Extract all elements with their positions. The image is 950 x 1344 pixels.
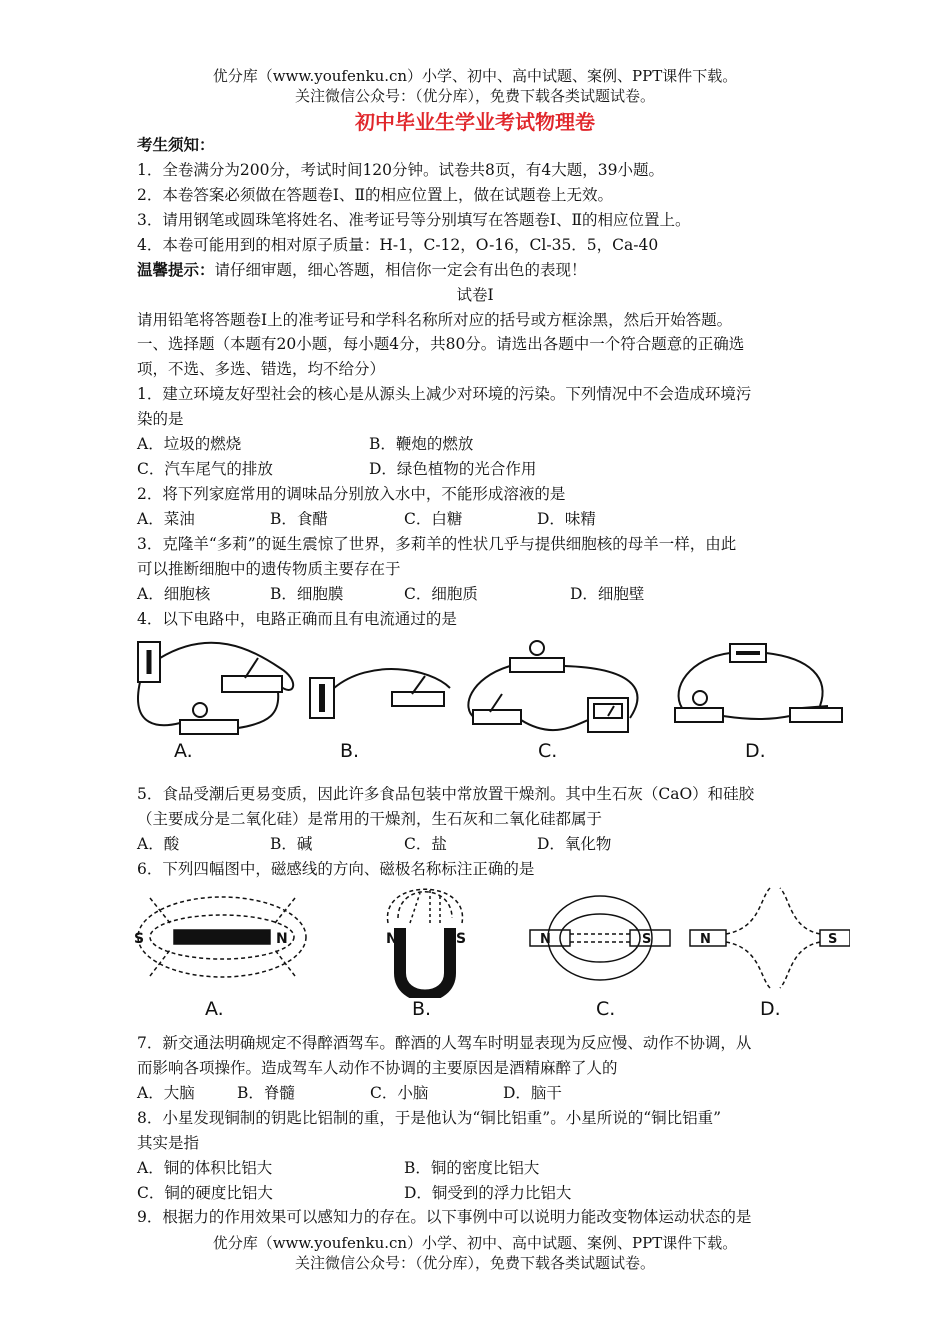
q3-option-a: A．细胞核 xyxy=(137,585,211,603)
q5-option-c: C．盐 xyxy=(404,835,447,853)
question-1-cont: 染的是 xyxy=(137,410,184,428)
q8-option-d: D．铜受到的浮力比铝大 xyxy=(404,1184,572,1202)
q6-caption-a: A. xyxy=(205,998,224,1020)
header-line-2: 关注微信公众号：（优分库），免费下载各类试题试卷。 xyxy=(294,87,655,105)
magnet-a xyxy=(134,897,306,977)
q4-caption-c: C. xyxy=(538,740,558,762)
question-4: 4．以下电路中，电路正确而且有电流通过的是 xyxy=(137,610,457,628)
section-instruction: 请用铅笔将答题卷Ⅰ上的准考证号和学科名称所对应的括号或方框涂黑，然后开始答题。 xyxy=(137,311,733,329)
q8-option-c: C．铜的硬度比铝大 xyxy=(137,1184,273,1202)
question-8-cont: 其实是指 xyxy=(137,1134,200,1152)
q2-option-d: D．味精 xyxy=(537,510,596,528)
q1-option-d: D．绿色植物的光合作用 xyxy=(369,460,537,478)
magnet-d-pole-s: S xyxy=(828,932,838,947)
q3-option-b: B．细胞膜 xyxy=(270,585,344,603)
question-3: 3．克隆羊“多莉”的诞生震惊了世界，多莉羊的性状几乎与提供细胞核的母羊一样，由此 xyxy=(137,535,737,553)
q4-caption-d: D. xyxy=(745,740,766,762)
q1-option-a: A．垃圾的燃烧 xyxy=(137,435,242,453)
q4-caption-b: B. xyxy=(340,740,360,762)
footer-line-2: 关注微信公众号：（优分库），免费下载各类试题试卷。 xyxy=(294,1254,655,1272)
page-title: 初中毕业生学业考试物理卷 xyxy=(355,110,595,134)
q2-option-b: B．食醋 xyxy=(270,510,328,528)
magnet-c xyxy=(530,896,670,980)
circuit-c xyxy=(468,641,637,732)
question-5-cont: （主要成分是二氧化硅）是常用的干燥剂，生石灰和二氧化硅都属于 xyxy=(137,810,603,828)
q4-caption-a: A. xyxy=(174,740,193,762)
q3-option-c: C．细胞质 xyxy=(404,585,478,603)
magnet-b-pole-n: N xyxy=(386,931,398,947)
tip-line xyxy=(137,259,827,281)
magnet-b-pole-s: S xyxy=(456,931,467,947)
q6-caption-b: B. xyxy=(412,998,432,1020)
header-line-1: 优分库（www.youfenku.cn）小学、初中、高中试题、案例、PPT课件下载。 xyxy=(212,67,738,85)
question-5: 5．食品受潮后更易变质，因此许多食品包装中常放置干燥剂。其中生石灰（CaO）和硅胶 xyxy=(137,785,755,803)
q7-option-a: A．大脑 xyxy=(137,1084,195,1102)
q6-caption-c: C. xyxy=(596,998,616,1020)
q7-option-c: C．小脑 xyxy=(370,1084,429,1102)
tip-text: 请仔细审题，细心答题，相信你一定会有出色的表现！ xyxy=(214,261,587,279)
question-1: 1．建立环境友好型社会的核心是从源头上减少对环境的污染。下列情况中不会造成环境污 xyxy=(137,385,752,403)
question-2: 2．将下列家庭常用的调味品分别放入水中，不能形成溶液的是 xyxy=(137,485,566,503)
question-8: 8．小星发现铜制的钥匙比铝制的重，于是他认为“铜比铝重”。小星所说的“铜比铝重” xyxy=(137,1109,722,1127)
q8-option-b: B．铜的密度比铝大 xyxy=(404,1159,540,1177)
part1-heading-cont: 项，不选、多选、错选，均不给分） xyxy=(137,360,386,378)
question-3-cont: 可以推断细胞中的遗传物质主要存在于 xyxy=(137,560,401,578)
q6-caption-d: D. xyxy=(760,998,781,1020)
q1-option-c: C．汽车尾气的排放 xyxy=(137,460,273,478)
magnet-a-pole-n: N xyxy=(276,931,288,947)
q7-option-d: D．脑干 xyxy=(503,1084,562,1102)
circuit-figures xyxy=(130,628,850,768)
q5-option-d: D．氧化物 xyxy=(537,835,612,853)
magnet-figures xyxy=(130,878,850,998)
q1-option-b: B．鞭炮的燃放 xyxy=(369,435,474,453)
question-6: 6．下列四幅图中，磁感线的方向、磁极名称标注正确的是 xyxy=(137,860,535,878)
magnet-d xyxy=(690,888,850,988)
part1-heading: 一、选择题（本题有20小题，每小题4分，共80分。请选出各题中一个符合题意的正确选 xyxy=(137,335,745,353)
circuit-b xyxy=(310,669,450,718)
q5-option-b: B．碱 xyxy=(270,835,313,853)
question-7: 7．新交通法明确规定不得醉酒驾车。醉酒的人驾车时明显表现为反应慢、动作不协调，从 xyxy=(137,1034,752,1052)
question-9: 9．根据力的作用效果可以感知力的存在。以下事例中可以说明力能改变物体运动状态的是 xyxy=(137,1208,752,1226)
q7-option-b: B．脊髓 xyxy=(237,1084,295,1102)
q2-option-c: C．白糖 xyxy=(404,510,463,528)
q5-option-a: A．酸 xyxy=(137,835,180,853)
question-7-cont: 而影响各项操作。造成驾车人动作不协调的主要原因是酒精麻醉了人的 xyxy=(137,1059,618,1077)
magnet-c-pole-s: S xyxy=(642,932,652,947)
circuit-d xyxy=(675,644,842,722)
notice-item: 2．本卷答案必须做在答题卷Ⅰ、Ⅱ的相应位置上，做在试题卷上无效。 xyxy=(137,186,614,204)
tip-label: 温馨提示： xyxy=(137,260,215,279)
q3-option-d: D．细胞壁 xyxy=(570,585,645,603)
notice-item: 1．全卷满分为200分，考试时间120分钟。试卷共8页，有4大题，39小题。 xyxy=(137,161,664,179)
magnet-b xyxy=(386,888,466,996)
circuit-a xyxy=(138,642,293,734)
magnet-a-pole-s: S xyxy=(134,931,145,947)
q8-option-a: A．铜的体积比铝大 xyxy=(137,1159,273,1177)
magnet-c-pole-n: N xyxy=(540,932,551,947)
notice-item: 3．请用钢笔或圆珠笔将姓名、准考证号等分别填写在答题卷Ⅰ、Ⅱ的相应位置上。 xyxy=(137,211,691,229)
footer-line-1: 优分库（www.youfenku.cn）小学、初中、高中试题、案例、PPT课件下载。 xyxy=(212,1234,738,1252)
q2-option-a: A．菜油 xyxy=(137,510,195,528)
magnet-d-pole-n: N xyxy=(700,932,711,947)
section-name: 试卷Ⅰ xyxy=(456,286,494,304)
notice-heading: 考生须知： xyxy=(137,135,215,154)
notice-item: 4．本卷可能用到的相对原子质量：H-1，C-12，O-16，Cl-35．5，Ca-40 xyxy=(137,236,659,254)
